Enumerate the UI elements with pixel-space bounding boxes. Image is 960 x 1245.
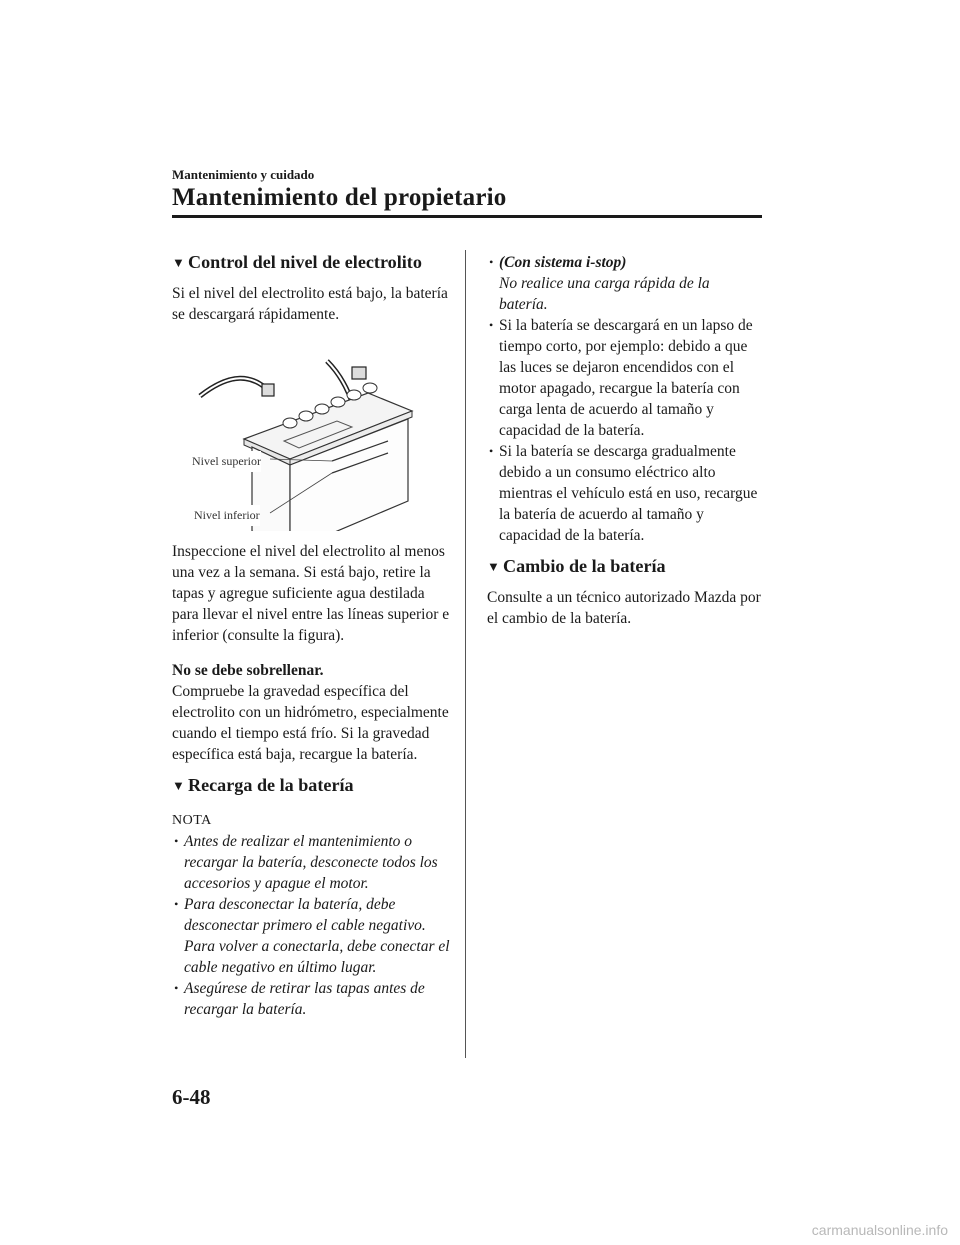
list-item-text: Para desconectar la batería, debe desconectar primero el cable negativo. Para volver a conectarla, debe conectar el cable negativo en último lugar. [184, 896, 450, 976]
bullet-dot-icon: • [174, 981, 179, 995]
column-divider [465, 250, 466, 1058]
left-column [172, 252, 454, 1020]
bullet-dot-icon: • [489, 318, 494, 332]
paragraph-inspect: Inspeccione el nivel del electrolito al menos una vez a la semana. Si está bajo, retire la tapas y agregue suficiente agua destilada para llevar el nivel entre las líneas superior e inferior (consulte la figura). [172, 543, 450, 644]
battery-illustration [172, 331, 454, 531]
triangle-bullet-icon: ▼ [172, 255, 185, 270]
page-title: Mantenimiento del propietario [172, 184, 507, 211]
title-rule [172, 215, 762, 218]
istop-note [487, 252, 762, 315]
recharge-list [487, 315, 762, 546]
heading-electrolyte-check [172, 252, 454, 273]
heading-recharge [172, 775, 454, 796]
note-list [172, 831, 454, 1020]
heading-recharge-text: Recarga de la batería [188, 775, 354, 795]
list-item [487, 252, 762, 315]
list-item-text: Asegúrese de retirar las tapas antes de recargar la batería. [184, 980, 425, 1018]
paragraph-change: Consulte a un técnico autorizado Mazda por el cambio de la batería. [487, 589, 761, 627]
bullet-dot-icon: • [174, 897, 179, 911]
istop-title: (Con sistema i-stop) [499, 254, 627, 271]
list-item [487, 441, 762, 546]
list-item-text: Antes de realizar el mantenimiento o recargar la batería, desconecte todos los accesorios y apague el motor. [184, 833, 438, 892]
battery-figure [172, 331, 454, 531]
list-item [172, 831, 454, 894]
paragraph-gravity: Compruebe la gravedad específica del electrolito con un hidrómetro, especialmente cuando el tiempo está frío. Si la gravedad específica está baja, recargue la batería. [172, 683, 449, 763]
list-item-text: Si la batería se descargará en un lapso de tiempo corto, por ejemplo: debido a que las luces se dejaron encendidos con el motor apagado, recargue la batería con carga lenta de acuerdo al tamaño y capacidad de la batería. [499, 317, 753, 439]
note-label: NOTA [172, 813, 212, 828]
list-item [172, 978, 454, 1020]
right-column [487, 252, 762, 629]
list-item [487, 315, 762, 441]
overfill-warning: No se debe sobrellenar. [172, 662, 324, 679]
list-item-text: Si la batería se descarga gradualmente debido a un consumo eléctrico alto mientras el vehículo está en uso, recargue la batería de acuerdo al tamaño y capacidad de la batería. [499, 443, 758, 544]
triangle-bullet-icon: ▼ [172, 778, 185, 793]
paragraph-intro: Si el nivel del electrolito está bajo, la batería se descargará rápidamente. [172, 285, 448, 323]
bullet-dot-icon: • [489, 255, 494, 269]
page-number: 6-48 [172, 1085, 211, 1109]
label-lower-level: Nivel inferior [194, 505, 260, 526]
heading-battery-change-text: Cambio de la batería [503, 556, 666, 576]
istop-text: No realice una carga rápida de la batería. [499, 275, 710, 313]
bullet-dot-icon: • [174, 834, 179, 848]
section-label: Mantenimiento y cuidado [172, 167, 315, 182]
heading-electrolyte-text: Control del nivel de electrolito [188, 252, 422, 272]
bullet-dot-icon: • [489, 444, 494, 458]
footer-url: carmanualsonline.info [811, 1222, 948, 1238]
label-upper-level: Nivel superior [192, 451, 261, 472]
heading-battery-change [487, 556, 762, 577]
list-item [172, 894, 454, 978]
triangle-bullet-icon: ▼ [487, 559, 500, 574]
